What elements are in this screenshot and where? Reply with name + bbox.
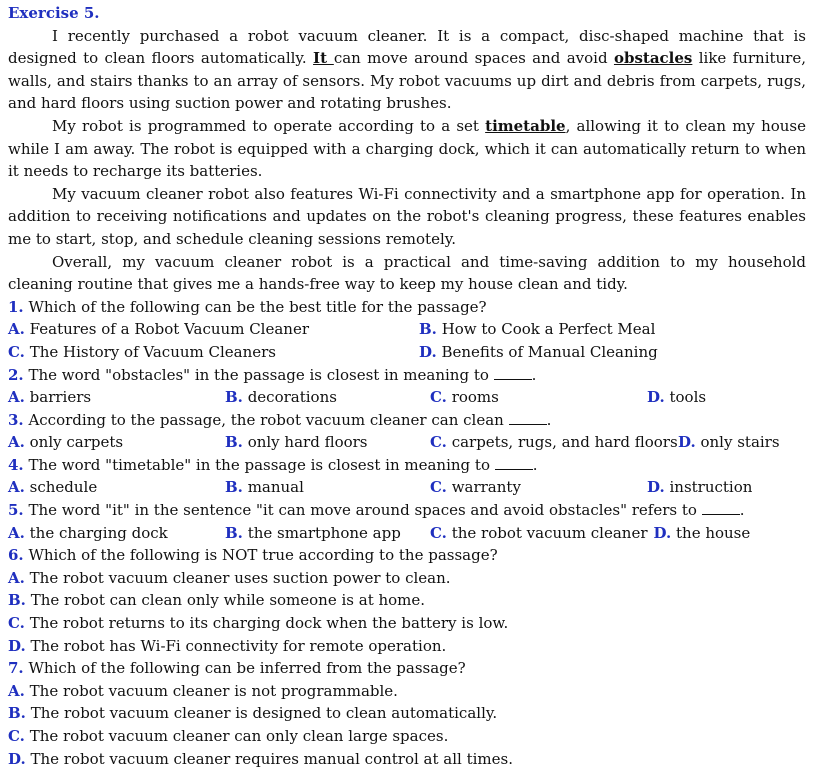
options-row (8, 702, 806, 725)
option-b[interactable] (225, 522, 430, 545)
passage-paragraph-2 (8, 115, 806, 183)
option-d[interactable] (419, 341, 658, 364)
option-text: the charging dock (29, 523, 168, 542)
question-number: 6. (8, 546, 24, 565)
option-letter: B. (419, 320, 437, 339)
underlined-timetable: timetable (485, 116, 566, 135)
answer-blank (495, 455, 533, 470)
question-1 (8, 296, 806, 319)
option-a[interactable] (8, 386, 225, 409)
option-c[interactable] (8, 725, 448, 748)
question-end: . (739, 501, 745, 520)
question-number: 5. (8, 501, 24, 520)
answer-blank (702, 500, 740, 515)
option-c[interactable] (430, 476, 647, 499)
question-list (8, 296, 806, 770)
option-text: The robot vacuum cleaner can only clean large spaces. (29, 727, 449, 745)
option-text: the house (676, 523, 751, 542)
option-letter: A. (8, 523, 25, 542)
option-letter: A. (8, 320, 25, 339)
option-text: instruction (669, 478, 753, 497)
options-row (8, 680, 806, 703)
passage-paragraph-4: Overall, my vacuum cleaner robot is a practical and time-saving addition to my household cleaning routine that gives me a hands-free way to keep my house clean and tidy. (8, 252, 806, 294)
option-b[interactable] (8, 589, 425, 612)
question-text: The word "obstacles" in the passage is closest in meaning to (28, 365, 494, 384)
options-row (8, 522, 806, 545)
option-text: the smartphone app (247, 523, 401, 542)
option-text: only hard floors (247, 433, 368, 452)
option-text: Benefits of Manual Cleaning (441, 342, 658, 361)
question-3 (8, 409, 806, 432)
options-row (8, 567, 806, 590)
option-text: The robot can clean only while someone is at home. (30, 591, 426, 610)
option-letter: D. (647, 478, 665, 497)
option-letter: C. (430, 388, 447, 407)
question-number: 2. (8, 365, 24, 384)
question-text: Which of the following can be inferred from the passage? (28, 659, 466, 678)
question-number: 3. (8, 410, 24, 429)
p1-text-b: can move around spaces and avoid (333, 49, 614, 68)
option-text: The robot vacuum cleaner uses suction power to clean. (29, 568, 451, 587)
option-letter: B. (225, 388, 243, 407)
question-end: . (532, 455, 538, 474)
option-text: only stairs (700, 433, 780, 452)
option-letter: A. (8, 478, 25, 497)
option-text: carpets, rugs, and hard floors (451, 433, 678, 452)
options-row (8, 748, 806, 770)
option-text: The robot has Wi-Fi connectivity for remote operation. (30, 636, 447, 655)
options-row (8, 476, 806, 499)
question-text: The word "it" in the sentence "it can move around spaces and avoid obstacles" refers to (28, 501, 702, 520)
option-text: only carpets (29, 433, 124, 452)
option-letter: D. (678, 433, 696, 452)
option-letter: D. (653, 523, 672, 542)
underlined-obstacles: obstacles (613, 49, 693, 68)
option-c[interactable] (8, 612, 508, 635)
exercise-title: Exercise 5. (8, 4, 100, 22)
option-letter: D. (419, 342, 437, 361)
underlined-it: It (313, 49, 334, 68)
option-text: decorations (247, 388, 337, 407)
option-c[interactable] (8, 341, 419, 364)
p2-text-b: , allowing it to clean my house while I am away. The robot is equipped with a charging dock, which it can automatically return to when it needs to recharge its batteries. (8, 116, 807, 181)
option-letter: A. (8, 388, 25, 407)
option-b[interactable] (225, 386, 430, 409)
option-text: manual (247, 478, 304, 497)
question-end: . (531, 365, 537, 384)
option-text: The robot vacuum cleaner is not programmable. (29, 681, 398, 700)
option-d[interactable] (647, 476, 752, 499)
question-6 (8, 544, 806, 567)
option-letter: C. (430, 433, 447, 452)
option-letter: C. (8, 342, 25, 361)
options-row (8, 431, 806, 454)
option-c[interactable] (430, 522, 648, 545)
option-text: How to Cook a Perfect Meal (441, 320, 656, 339)
option-text: The robot returns to its charging dock when the battery is low. (29, 614, 509, 633)
option-b[interactable] (419, 318, 655, 341)
option-b[interactable] (225, 431, 430, 454)
option-text: The robot vacuum cleaner requires manual control at all times. (30, 749, 513, 768)
option-a[interactable] (8, 431, 225, 454)
option-letter: B. (225, 433, 243, 452)
option-d[interactable] (8, 748, 513, 770)
options-row (8, 725, 806, 748)
question-number: 4. (8, 455, 24, 474)
option-a[interactable] (8, 522, 225, 545)
question-end: . (546, 410, 552, 429)
option-text: warranty (451, 478, 521, 497)
option-b[interactable] (225, 476, 430, 499)
option-d[interactable] (678, 431, 780, 454)
option-letter: B. (8, 704, 26, 723)
option-a[interactable] (8, 318, 419, 341)
option-text: Features of a Robot Vacuum Cleaner (29, 320, 309, 339)
option-text: The History of Vacuum Cleaners (29, 342, 277, 361)
option-letter: C. (8, 727, 25, 745)
option-b[interactable] (8, 702, 497, 725)
options-row (8, 386, 806, 409)
option-text: the robot vacuum cleaner (451, 523, 648, 542)
options-row (8, 589, 806, 612)
question-4 (8, 454, 806, 477)
p2-text-a: My robot is programmed to operate according to a set (52, 116, 486, 135)
option-letter: B. (225, 478, 243, 497)
option-letter: B. (225, 523, 243, 542)
options-row (8, 635, 806, 658)
option-letter: A. (8, 568, 25, 587)
options-row (8, 341, 806, 364)
option-c[interactable] (430, 431, 678, 454)
option-letter: C. (430, 478, 447, 497)
question-5 (8, 499, 806, 522)
option-text: The robot vacuum cleaner is designed to clean automatically. (30, 704, 498, 723)
option-a[interactable] (8, 567, 451, 590)
question-number: 7. (8, 659, 24, 678)
question-text: According to the passage, the robot vacuum cleaner can clean (28, 410, 509, 429)
answer-blank (509, 410, 547, 425)
question-text: Which of the following can be the best title for the passage? (28, 297, 487, 316)
option-d[interactable] (654, 522, 751, 545)
option-letter: A. (8, 681, 25, 700)
p1-text-a: I recently purchased a robot vacuum cleaner. It is a compact, disc-shaped machine that is designed to clean floors automatically. (8, 26, 806, 68)
p1-text-c: like furniture, walls, and stairs thanks to an array of sensors. My robot vacuums up dirt and debris from carpets, rugs, and hard floors using suction power and rotating brushes. (8, 49, 806, 113)
option-letter: A. (8, 433, 25, 452)
options-row (8, 612, 806, 635)
option-text: barriers (29, 388, 92, 407)
option-a[interactable] (8, 476, 225, 499)
option-letter: D. (647, 388, 665, 407)
question-number: 1. (8, 297, 24, 316)
option-letter: B. (8, 591, 26, 610)
option-d[interactable] (647, 386, 706, 409)
option-letter: C. (430, 523, 447, 542)
passage-paragraph-1 (8, 25, 806, 115)
question-2 (8, 364, 806, 387)
options-row (8, 318, 806, 341)
answer-blank (494, 365, 532, 380)
option-letter: D. (8, 749, 26, 768)
option-text: rooms (451, 388, 499, 407)
option-letter: C. (8, 614, 25, 633)
option-d[interactable] (8, 635, 446, 658)
question-7 (8, 657, 806, 680)
option-c[interactable] (430, 386, 647, 409)
passage-paragraph-3: My vacuum cleaner robot also features Wi-Fi connectivity and a smartphone app for operation. In addition to receiving notifications and updates on the robot's cleaning progress, these features enables me to start, stop, and schedule cleaning sessions remotely. (8, 184, 806, 248)
option-text: schedule (29, 478, 98, 497)
question-text: The word "timetable" in the passage is closest in meaning to (28, 455, 495, 474)
question-text: Which of the following is NOT true according to the passage? (28, 546, 498, 565)
option-a[interactable] (8, 680, 398, 703)
option-letter: D. (8, 636, 26, 655)
option-text: tools (669, 388, 707, 407)
